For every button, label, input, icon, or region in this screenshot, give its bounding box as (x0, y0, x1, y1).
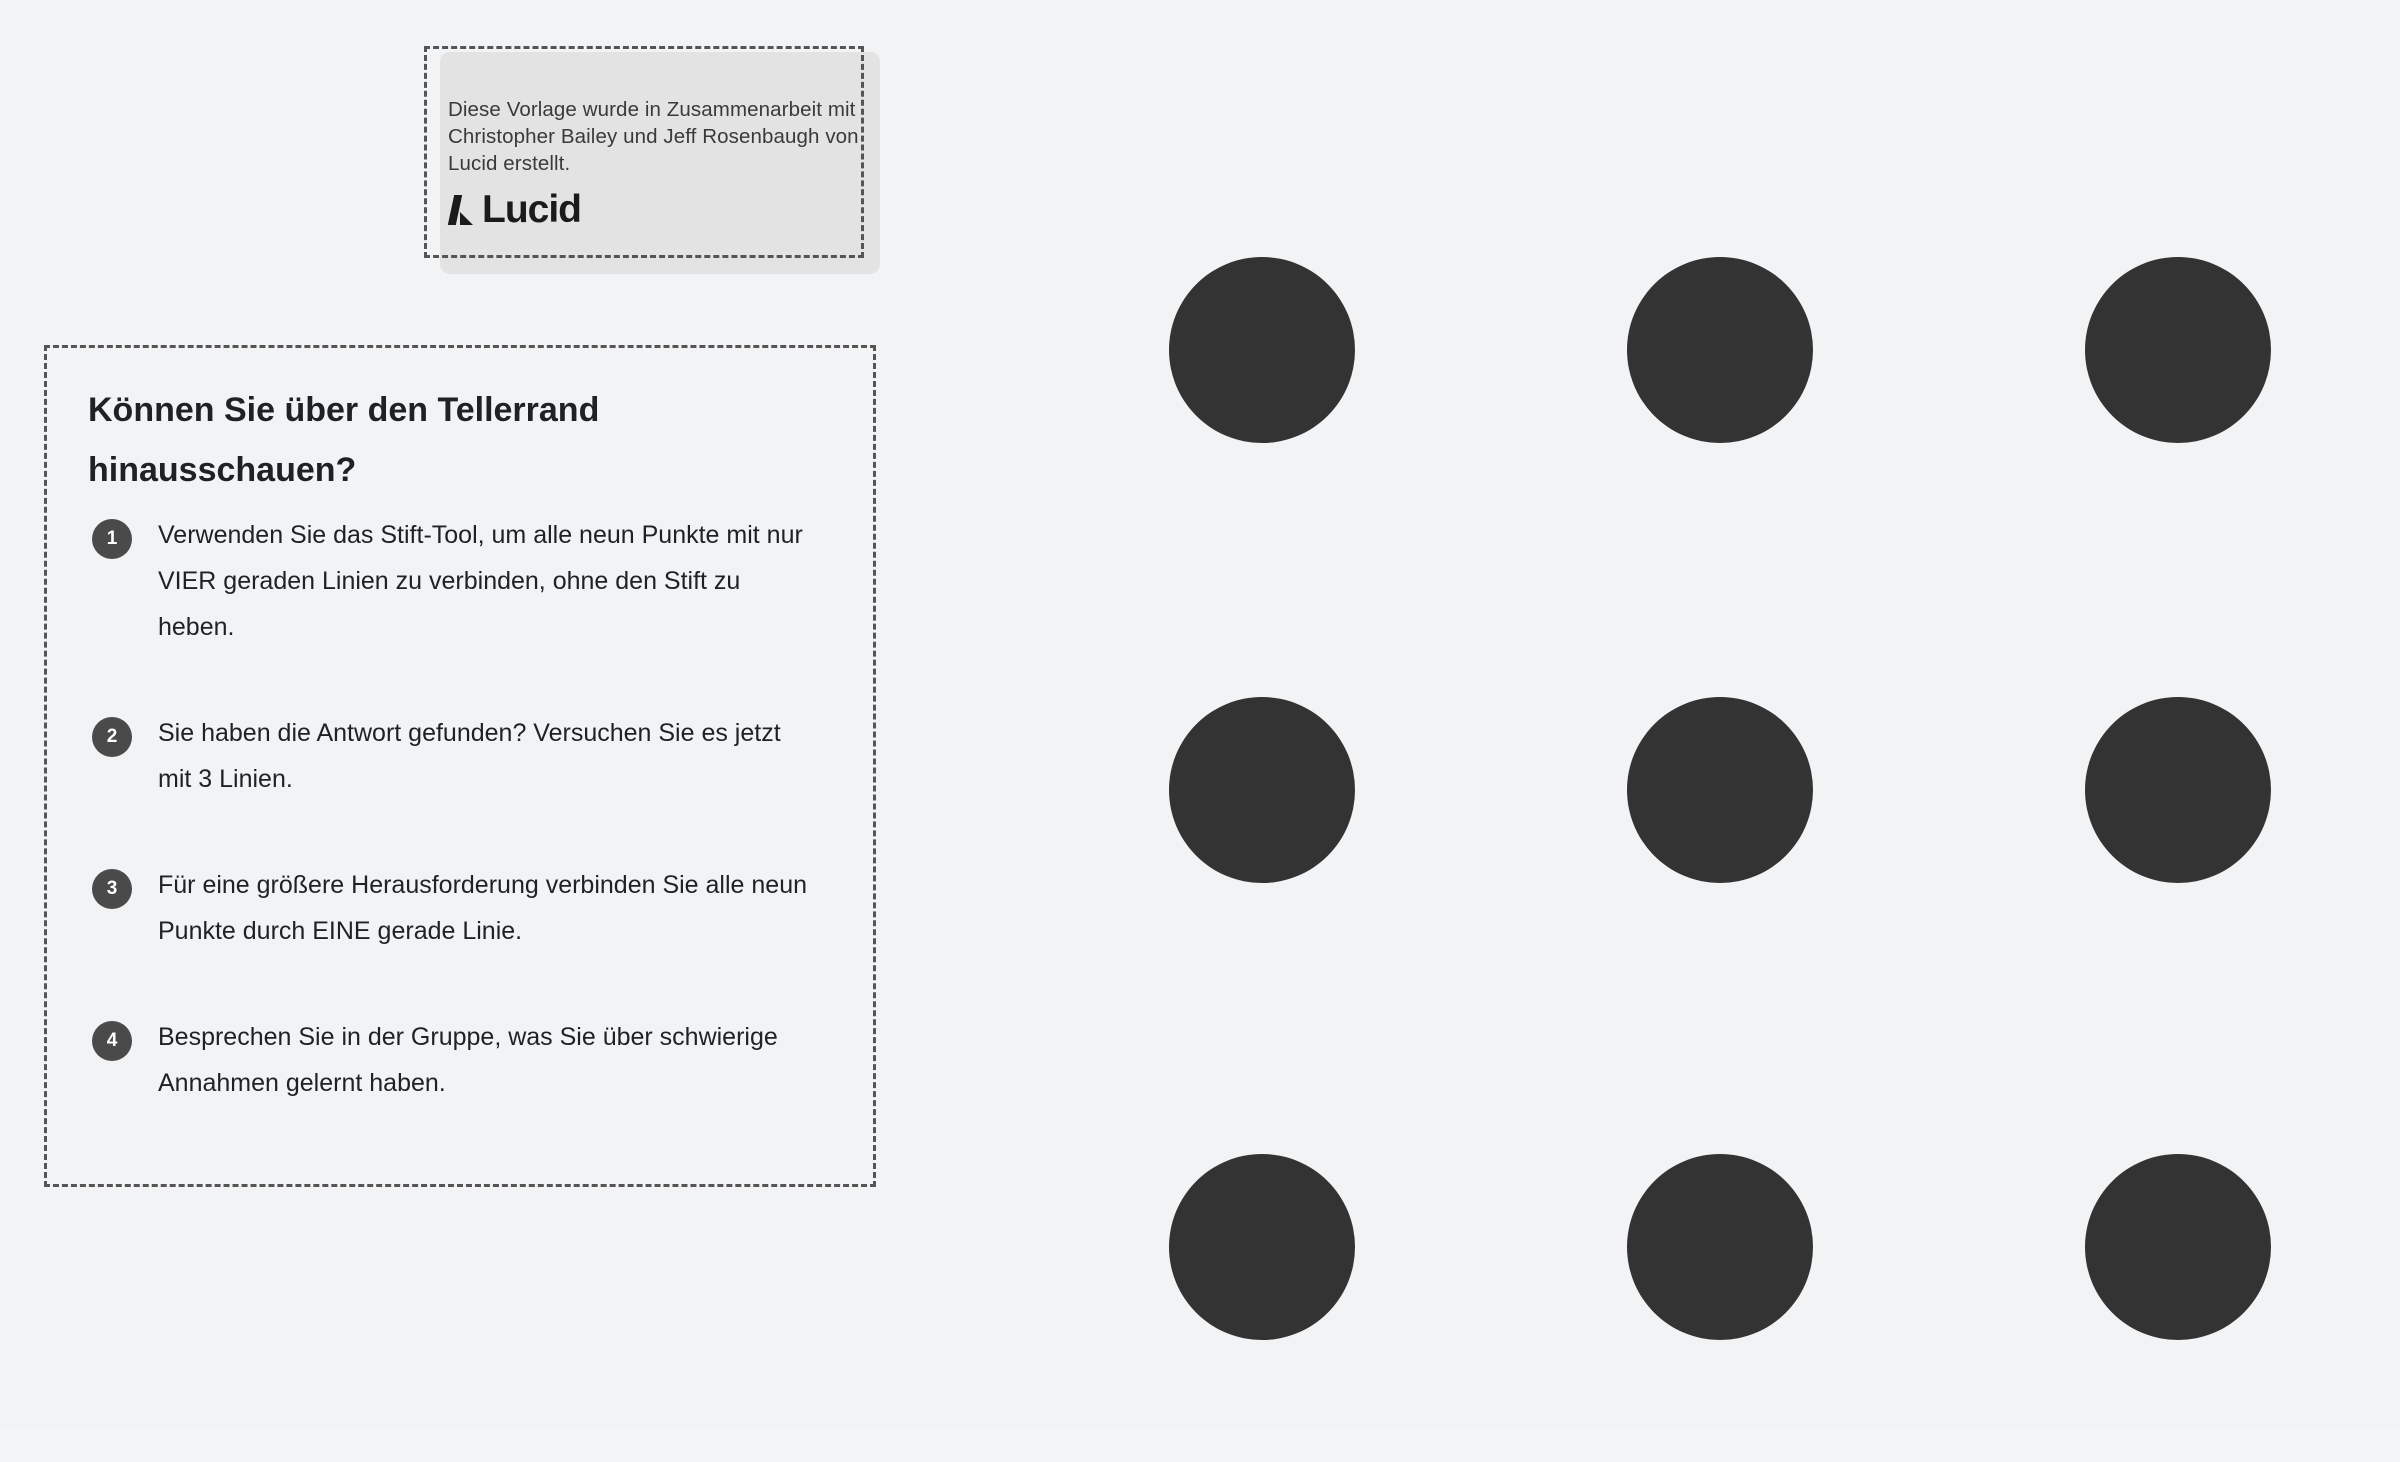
instructions-title: Können Sie über den Tellerrand hinausschauen? (88, 391, 600, 489)
step-text: Sie haben die Antwort gefunden? Versuchen Sie es jetzt mit 3 Linien. (158, 719, 781, 793)
puzzle-dot[interactable] (2085, 697, 2271, 883)
puzzle-dot[interactable] (2085, 257, 2271, 443)
step-text: Verwenden Sie das Stift-Tool, um alle neun Punkte mit nur VIER geraden Linien zu verbinden, ohne den Stift zu heben. (158, 521, 803, 641)
puzzle-dot[interactable] (2085, 1154, 2271, 1340)
step-text: Besprechen Sie in der Gruppe, was Sie über schwierige Annahmen gelernt haben. (158, 1023, 778, 1097)
step-number-badge: 1 (92, 519, 132, 559)
step-number-badge: 3 (92, 869, 132, 909)
step-number-badge: 4 (92, 1021, 132, 1061)
credit-card-text: Diese Vorlage wurde in Zusammenarbeit mit Christopher Bailey und Jeff Rosenbaugh von Lucid erstellt. (448, 98, 859, 175)
puzzle-dot[interactable] (1169, 697, 1355, 883)
canvas-bottom-strip (0, 1430, 2400, 1462)
puzzle-dot[interactable] (1169, 1154, 1355, 1340)
list-item (92, 710, 832, 802)
step-text: Für eine größere Herausforderung verbinden Sie alle neun Punkte durch EINE gerade Linie. (158, 871, 807, 945)
lucid-mark-icon (448, 195, 474, 225)
puzzle-dot[interactable] (1627, 697, 1813, 883)
puzzle-dot[interactable] (1627, 1154, 1813, 1340)
list-item (92, 512, 832, 650)
lucid-logo (448, 190, 581, 229)
list-item (92, 1014, 832, 1106)
list-item (92, 862, 832, 954)
step-number-badge: 2 (92, 717, 132, 757)
instructions-step-list (92, 512, 832, 1106)
lucid-wordmark: Lucid (482, 188, 581, 231)
puzzle-dot[interactable] (1169, 257, 1355, 443)
puzzle-dot[interactable] (1627, 257, 1813, 443)
